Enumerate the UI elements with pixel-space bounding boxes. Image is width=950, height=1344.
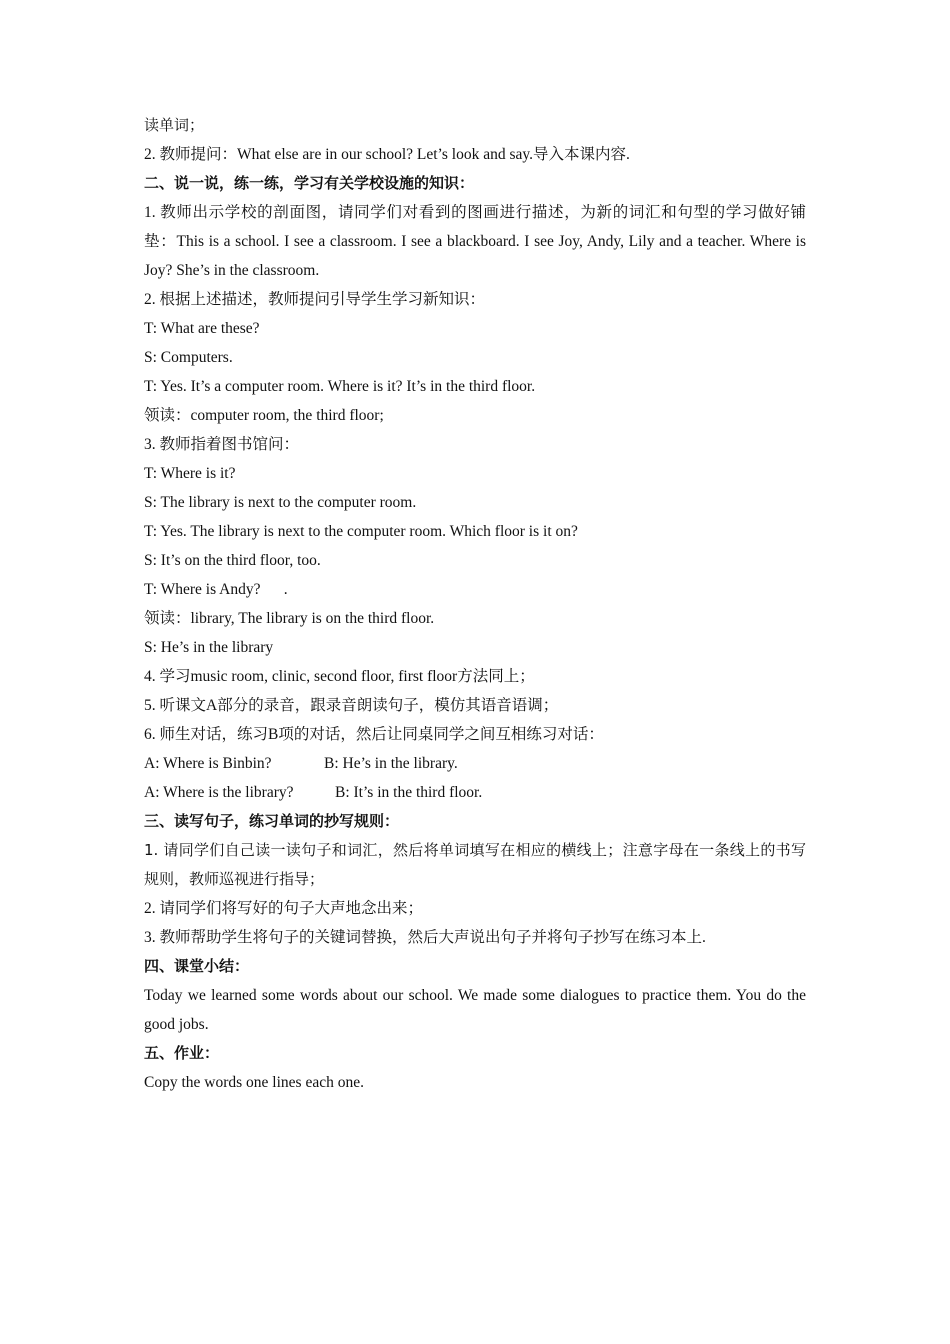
text-line: 2. 请同学们将写好的句子大声地念出来； xyxy=(144,900,424,917)
dialogue-pair xyxy=(144,778,806,807)
text-line: 2. 教师提问：What else are in our school? Let’s look and say.导入本课内容. xyxy=(144,146,630,163)
dialogue-pair xyxy=(144,749,806,778)
text-line: 读单词； xyxy=(144,116,205,134)
text-paragraph: Today we learned some words about our school. We made some dialogues to practice them. You do the good jobs. xyxy=(144,987,806,1033)
text-line: 3. 教师指着图书馆问： xyxy=(144,436,300,453)
text-line: 领读：library, The library is on the third floor. xyxy=(144,610,435,627)
dialogue-question: A: Where is the library? xyxy=(144,784,294,801)
text-line: 3. 教师帮助学生将句子的关键词替换，然后大声说出句子并将句子抄写在练习本上. xyxy=(144,929,706,946)
dialogue-answer: B: It’s in the third floor. xyxy=(335,784,483,801)
dialogue-line: T: Where is it? xyxy=(144,465,236,482)
dialogue-answer: B: He’s in the library. xyxy=(324,755,458,772)
dialogue-line: S: Computers. xyxy=(144,349,233,366)
text-paragraph: 1. 请同学们自己读一读句子和词汇，然后将单词填写在相应的横线上；注意字母在一条线上的书写规则，教师巡视进行指导； xyxy=(144,841,806,888)
section-heading-5: 五、作业： xyxy=(144,1044,220,1062)
text-paragraph: 1. 教师出示学校的剖面图，请同学们对看到的图画进行描述，为新的词汇和句型的学习做好铺垫：This is a school. I see a classroom. I see a blackboard. I see Joy, Andy, Lily and a teacher. Where is Joy? She’s in the classroom. xyxy=(144,204,806,279)
dialogue-line: T: Where is Andy? . xyxy=(144,581,288,598)
text-line: 4. 学习music room, clinic, second floor, first floor方法同上； xyxy=(144,668,535,685)
document-page xyxy=(144,111,806,1097)
dialogue-line: T: Yes. The library is next to the computer room. Which floor is it on? xyxy=(144,523,578,540)
dialogue-question: A: Where is Binbin? xyxy=(144,755,272,772)
dialogue-line: S: It’s on the third floor, too. xyxy=(144,552,321,569)
text-line: 领读：computer room, the third floor; xyxy=(144,407,384,424)
section-heading-2: 二、说一说，练一练，学习有关学校设施的知识： xyxy=(144,174,475,192)
text-line: 5. 听课文A部分的录音，跟录音朗读句子，模仿其语音语调； xyxy=(144,697,559,714)
text-line: 6. 师生对话，练习B项的对话，然后让同桌同学之间互相练习对话： xyxy=(144,726,604,743)
text-line: 2. 根据上述描述，教师提问引导学生学习新知识： xyxy=(144,291,486,308)
dialogue-line: S: He’s in the library xyxy=(144,639,274,656)
dialogue-line: S: The library is next to the computer room. xyxy=(144,494,417,511)
text-line: Copy the words one lines each one. xyxy=(144,1074,364,1091)
section-heading-3: 三、读写句子，练习单词的抄写规则： xyxy=(144,812,400,830)
dialogue-line: T: What are these? xyxy=(144,320,260,337)
dialogue-line: T: Yes. It’s a computer room. Where is it? It’s in the third floor. xyxy=(144,378,536,395)
section-heading-4: 四、课堂小结： xyxy=(144,957,250,975)
